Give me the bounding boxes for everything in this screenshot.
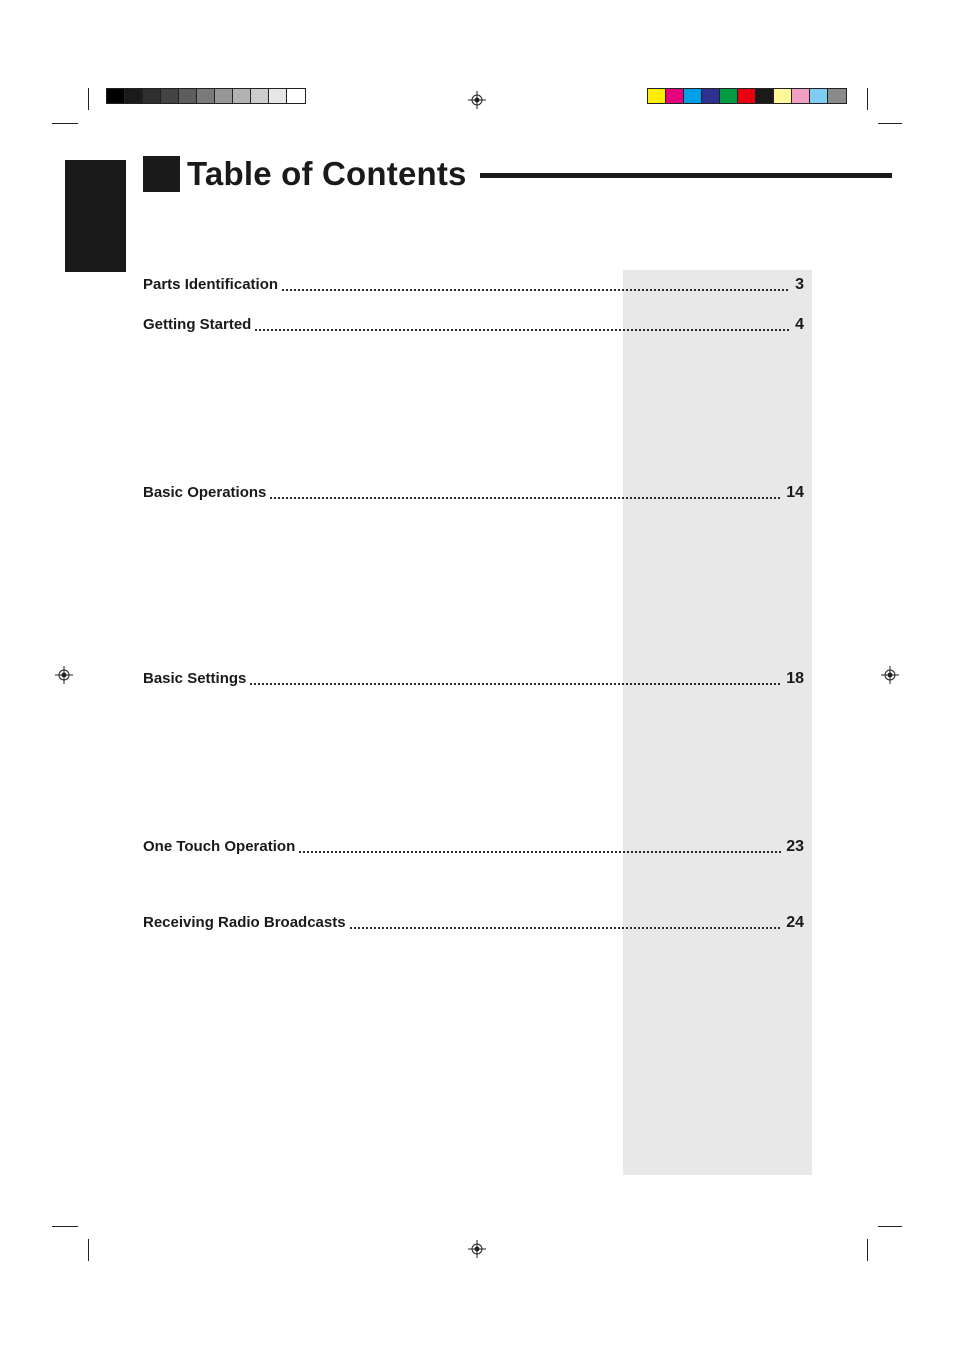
crop-mark (88, 88, 89, 110)
toc-entry-label: Getting Started (143, 316, 252, 333)
toc-entry[interactable] (143, 834, 804, 856)
registration-mark-icon (55, 666, 73, 684)
toc-entry-label: Receiving Radio Broadcasts (143, 914, 346, 931)
crop-mark (867, 1239, 868, 1261)
registration-mark-icon (468, 1240, 486, 1258)
toc-entry-page: 4 (795, 316, 804, 333)
grayscale-color-bar (106, 88, 306, 104)
color-swatch (666, 89, 684, 103)
crop-mark (878, 123, 902, 124)
toc-entry[interactable] (143, 272, 804, 294)
toc-leader-dots (249, 670, 781, 688)
toc-entry-page: 3 (795, 276, 804, 293)
page-title: Table of Contents (187, 155, 467, 192)
color-swatch (774, 89, 792, 103)
crop-mark (52, 1226, 78, 1227)
crop-mark (867, 88, 868, 110)
registration-mark-icon (468, 91, 486, 109)
crop-mark (88, 1239, 89, 1261)
color-swatch (810, 89, 828, 103)
color-swatch (179, 89, 197, 103)
color-swatch (107, 89, 125, 103)
color-swatch (287, 89, 305, 103)
color-swatch (720, 89, 738, 103)
toc-entry-page: 18 (786, 670, 804, 687)
toc-entry-label: Basic Operations (143, 484, 267, 501)
color-swatch (738, 89, 756, 103)
toc-entry[interactable] (143, 910, 804, 932)
toc-entry-label: One Touch Operation (143, 838, 296, 855)
crop-mark (878, 1226, 902, 1227)
page-number-column-background (623, 270, 812, 1175)
color-swatch (161, 89, 179, 103)
color-swatch (143, 89, 161, 103)
color-swatch (702, 89, 720, 103)
toc-leader-dots (349, 914, 782, 932)
section-side-tab (65, 160, 126, 272)
toc-entry[interactable] (143, 480, 804, 502)
color-swatch (684, 89, 702, 103)
color-swatch (233, 89, 251, 103)
toc-entry-label: Parts Identification (143, 276, 279, 293)
toc-entry-label: Basic Settings (143, 670, 247, 687)
color-swatch (251, 89, 269, 103)
title-rule (480, 173, 892, 178)
toc-entry-page: 24 (786, 914, 804, 931)
title-square-marker (143, 156, 180, 192)
color-swatch (197, 89, 215, 103)
toc-leader-dots (298, 838, 781, 856)
color-swatch (269, 89, 287, 103)
color-swatch (792, 89, 810, 103)
crop-mark (52, 123, 78, 124)
color-swatch (756, 89, 774, 103)
toc-entry[interactable] (143, 312, 804, 334)
registration-mark-icon (881, 666, 899, 684)
toc-leader-dots (281, 276, 790, 294)
color-swatch (125, 89, 143, 103)
process-color-bar (647, 88, 847, 104)
toc-entry-page: 23 (786, 838, 804, 855)
toc-entry-page: 14 (786, 484, 804, 501)
toc-entry[interactable] (143, 666, 804, 688)
toc-leader-dots (254, 316, 790, 334)
color-swatch (215, 89, 233, 103)
toc-leader-dots (269, 484, 781, 502)
color-swatch (648, 89, 666, 103)
color-swatch (828, 89, 846, 103)
